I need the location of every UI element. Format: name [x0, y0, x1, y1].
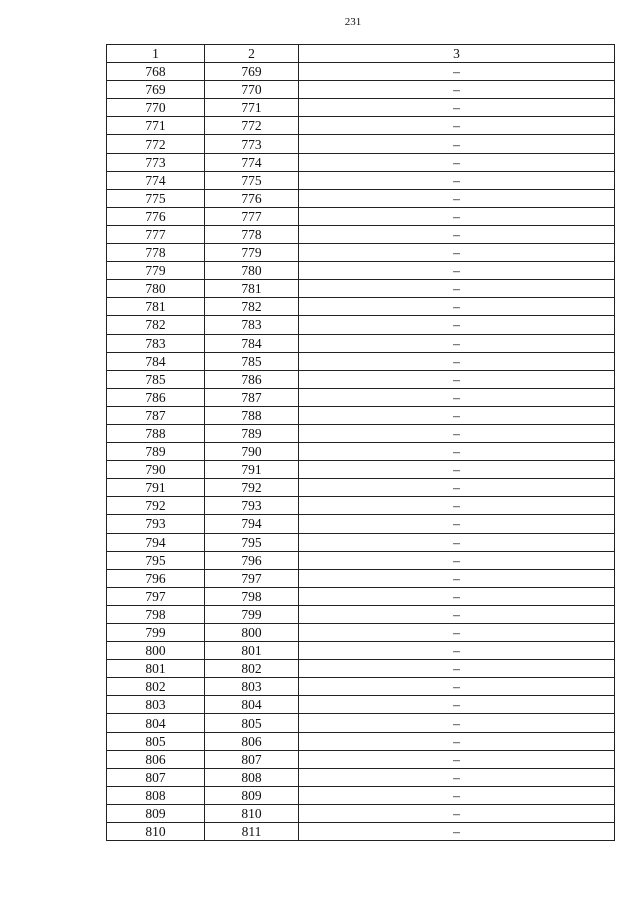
table-cell-col-2: 784 [205, 334, 299, 352]
table-cell-col-3: – [299, 551, 615, 569]
table-cell-col-2: 776 [205, 189, 299, 207]
table-row [107, 605, 615, 623]
table-cell-col-1: 793 [107, 515, 205, 533]
table-row [107, 117, 615, 135]
table-cell-col-2: 779 [205, 244, 299, 262]
table-row [107, 515, 615, 533]
table-cell-col-1: 775 [107, 189, 205, 207]
table-row [107, 153, 615, 171]
table-cell-col-2: 788 [205, 406, 299, 424]
table-cell-col-3: – [299, 298, 615, 316]
table-cell-col-2: 777 [205, 207, 299, 225]
table-cell-col-1: 792 [107, 497, 205, 515]
table-cell-col-2: 786 [205, 370, 299, 388]
table-cell-col-1: 779 [107, 262, 205, 280]
table-cell-col-3: – [299, 99, 615, 117]
table-cell-col-1: 791 [107, 479, 205, 497]
table-row [107, 424, 615, 442]
table-row [107, 823, 615, 841]
table-cell-col-3: – [299, 786, 615, 804]
table-cell-col-3: – [299, 642, 615, 660]
table-cell-col-1: 785 [107, 370, 205, 388]
table-row [107, 316, 615, 334]
table-cell-col-2: 798 [205, 587, 299, 605]
table-cell-col-1: 807 [107, 768, 205, 786]
table-cell-col-2: 805 [205, 714, 299, 732]
table-row [107, 533, 615, 551]
table-row [107, 714, 615, 732]
table-cell-col-3: – [299, 768, 615, 786]
table-cell-col-1: 806 [107, 750, 205, 768]
table-cell-col-2: 781 [205, 280, 299, 298]
table-cell-col-3: – [299, 424, 615, 442]
table-cell-col-3: – [299, 189, 615, 207]
table-cell-col-1: 777 [107, 225, 205, 243]
column-header-3: 3 [299, 45, 615, 63]
table-cell-col-1: 790 [107, 461, 205, 479]
table-cell-col-2: 780 [205, 262, 299, 280]
table-cell-col-1: 810 [107, 823, 205, 841]
table-cell-col-3: – [299, 244, 615, 262]
table-cell-col-1: 780 [107, 280, 205, 298]
table-cell-col-1: 783 [107, 334, 205, 352]
table-row [107, 207, 615, 225]
table-row [107, 696, 615, 714]
table-cell-col-2: 800 [205, 624, 299, 642]
table-cell-col-3: – [299, 714, 615, 732]
table-cell-col-1: 789 [107, 443, 205, 461]
table-cell-col-2: 787 [205, 388, 299, 406]
table-cell-col-3: – [299, 732, 615, 750]
table-cell-col-2: 785 [205, 352, 299, 370]
table-row [107, 587, 615, 605]
table-cell-col-3: – [299, 388, 615, 406]
table-row [107, 135, 615, 153]
table-cell-col-3: – [299, 804, 615, 822]
table-cell-col-2: 806 [205, 732, 299, 750]
table-cell-col-3: – [299, 370, 615, 388]
table-cell-col-3: – [299, 823, 615, 841]
table-cell-col-3: – [299, 334, 615, 352]
table-row [107, 99, 615, 117]
table-cell-col-2: 771 [205, 99, 299, 117]
table-row [107, 750, 615, 768]
table-row [107, 280, 615, 298]
table-cell-col-1: 788 [107, 424, 205, 442]
table-cell-col-3: – [299, 443, 615, 461]
table-cell-col-1: 804 [107, 714, 205, 732]
table-cell-col-2: 792 [205, 479, 299, 497]
table-cell-col-3: – [299, 587, 615, 605]
table-cell-col-1: 786 [107, 388, 205, 406]
table-cell-col-3: – [299, 262, 615, 280]
table-cell-col-1: 773 [107, 153, 205, 171]
table-cell-col-1: 781 [107, 298, 205, 316]
table-row [107, 624, 615, 642]
table-cell-col-3: – [299, 569, 615, 587]
table-cell-col-1: 794 [107, 533, 205, 551]
table-row [107, 189, 615, 207]
page-number: 231 [344, 16, 362, 28]
table-row [107, 804, 615, 822]
table-row [107, 551, 615, 569]
table-cell-col-1: 784 [107, 352, 205, 370]
table-row [107, 569, 615, 587]
column-header-2: 2 [205, 45, 299, 63]
table-cell-col-1: 771 [107, 117, 205, 135]
table-cell-col-2: 775 [205, 171, 299, 189]
table-cell-col-3: – [299, 696, 615, 714]
table-cell-col-3: – [299, 624, 615, 642]
table-row [107, 225, 615, 243]
table-cell-col-2: 807 [205, 750, 299, 768]
table-row [107, 642, 615, 660]
table-cell-col-2: 783 [205, 316, 299, 334]
table-cell-col-1: 800 [107, 642, 205, 660]
table-cell-col-2: 799 [205, 605, 299, 623]
table-cell-col-3: – [299, 63, 615, 81]
table-row [107, 334, 615, 352]
table-cell-col-2: 796 [205, 551, 299, 569]
table-cell-col-2: 794 [205, 515, 299, 533]
table-cell-col-2: 797 [205, 569, 299, 587]
table-cell-col-1: 799 [107, 624, 205, 642]
table-row [107, 768, 615, 786]
table-row [107, 497, 615, 515]
table-cell-col-3: – [299, 153, 615, 171]
table-cell-col-3: – [299, 515, 615, 533]
table-row [107, 370, 615, 388]
table-cell-col-1: 787 [107, 406, 205, 424]
header-row [107, 45, 615, 63]
table-cell-col-3: – [299, 533, 615, 551]
table-cell-col-2: 809 [205, 786, 299, 804]
table-cell-col-3: – [299, 605, 615, 623]
table-cell-col-3: – [299, 207, 615, 225]
table-cell-col-1: 774 [107, 171, 205, 189]
table-cell-col-1: 776 [107, 207, 205, 225]
table-cell-col-1: 797 [107, 587, 205, 605]
table-cell-col-2: 811 [205, 823, 299, 841]
table-cell-col-1: 772 [107, 135, 205, 153]
table-row [107, 786, 615, 804]
table-row [107, 461, 615, 479]
table-cell-col-1: 798 [107, 605, 205, 623]
table-row [107, 388, 615, 406]
table-cell-col-2: 804 [205, 696, 299, 714]
table-cell-col-2: 773 [205, 135, 299, 153]
table-cell-col-3: – [299, 171, 615, 189]
table-row [107, 479, 615, 497]
table-cell-col-1: 809 [107, 804, 205, 822]
table-cell-col-1: 769 [107, 81, 205, 99]
table-cell-col-2: 770 [205, 81, 299, 99]
table-row [107, 660, 615, 678]
table-cell-col-3: – [299, 117, 615, 135]
table-body [107, 63, 615, 841]
column-header-1: 1 [107, 45, 205, 63]
table-cell-col-1: 803 [107, 696, 205, 714]
table-cell-col-2: 789 [205, 424, 299, 442]
table-cell-col-2: 801 [205, 642, 299, 660]
table-cell-col-1: 782 [107, 316, 205, 334]
table-cell-col-3: – [299, 135, 615, 153]
table-cell-col-2: 803 [205, 678, 299, 696]
table-cell-col-2: 795 [205, 533, 299, 551]
table-cell-col-1: 778 [107, 244, 205, 262]
table-cell-col-3: – [299, 316, 615, 334]
table-cell-col-2: 772 [205, 117, 299, 135]
table-cell-col-2: 808 [205, 768, 299, 786]
table-cell-col-1: 802 [107, 678, 205, 696]
table-row [107, 732, 615, 750]
table-cell-col-3: – [299, 81, 615, 99]
table-cell-col-2: 769 [205, 63, 299, 81]
table-cell-col-3: – [299, 352, 615, 370]
table-row [107, 352, 615, 370]
table-cell-col-3: – [299, 479, 615, 497]
table-cell-col-3: – [299, 461, 615, 479]
table-cell-col-3: – [299, 497, 615, 515]
table-cell-col-1: 768 [107, 63, 205, 81]
table-row [107, 244, 615, 262]
table-cell-col-1: 770 [107, 99, 205, 117]
table-cell-col-3: – [299, 750, 615, 768]
table-cell-col-2: 790 [205, 443, 299, 461]
table-row [107, 443, 615, 461]
table-cell-col-1: 795 [107, 551, 205, 569]
table-cell-col-2: 802 [205, 660, 299, 678]
table-cell-col-2: 793 [205, 497, 299, 515]
table-row [107, 63, 615, 81]
table-cell-col-1: 796 [107, 569, 205, 587]
table-row [107, 171, 615, 189]
table-cell-col-2: 778 [205, 225, 299, 243]
table-cell-col-1: 805 [107, 732, 205, 750]
table-cell-col-2: 782 [205, 298, 299, 316]
table-cell-col-2: 774 [205, 153, 299, 171]
table-cell-col-3: – [299, 280, 615, 298]
table-cell-col-2: 791 [205, 461, 299, 479]
table-cell-col-3: – [299, 660, 615, 678]
data-table [106, 44, 615, 841]
table-row [107, 406, 615, 424]
table-row [107, 81, 615, 99]
table-row [107, 678, 615, 696]
table-cell-col-1: 808 [107, 786, 205, 804]
table-cell-col-3: – [299, 406, 615, 424]
table-row [107, 262, 615, 280]
table-row [107, 298, 615, 316]
table-cell-col-1: 801 [107, 660, 205, 678]
table-cell-col-2: 810 [205, 804, 299, 822]
table-cell-col-3: – [299, 225, 615, 243]
table-cell-col-3: – [299, 678, 615, 696]
